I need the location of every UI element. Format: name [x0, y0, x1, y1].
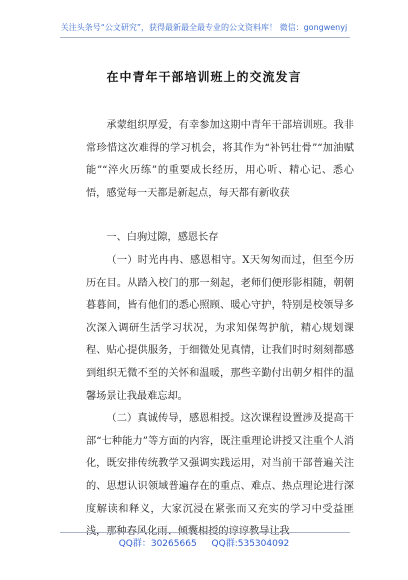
header-divider: [60, 37, 350, 38]
paragraph-1: （一）时光冉冉、感恩相守。X天匆匆而过，但至今历历在目。从踏入校门的那一刻起，老师们便形影相随，朝朝暮暮间，皆有他们的悉心照顾、暖心守护，特别是校领导多次深入调研生活学习状况，为求知保驾护航，精心规划课程、贴心提供服务，于细微处见真情，让我们时时刻刻都感到组织无微不至的关怀和温暖，那些辛勤付出朝夕相伴的温馨场景让我最难忘却。: [86, 254, 354, 402]
section-heading: 一、白驹过隙，感恩长存: [106, 232, 219, 244]
header-banner: 关注头条号“公文研究”，获得最新最全最专业的公文资料库！ 微信：gongwenyj: [60, 23, 348, 32]
footer-qq-group-1: QQ群：30265665: [118, 539, 197, 549]
document-body: [86, 115, 354, 544]
footer: [0, 536, 408, 549]
footer-qq-group-2: QQ群:535304092: [211, 539, 290, 549]
footer-divider: [60, 532, 350, 533]
document-title: 在中青年干部培训班上的交流发言: [106, 70, 302, 84]
paragraph-2: （二）真诚传导，感恩相授。这次课程设置涉及提高干部“七种能力”等方面的内容，既注重理论讲授又注重个人消化，既安排传统教学又强调实践运用，对当前干部普遍关注的、思想认识领域普遍存在的重点、难点、热点理论进行深度解读和释义，大家沉浸在紧张而又充实的学习中受益匪: [86, 413, 354, 515]
paragraph-intro: 承蒙组织厚爱，有幸参加这期中青年干部培训班。我非常珍惜这次难得的学习机会，将其作为“补钙壮骨”“加油赋能”“淬火历练”的重要成长经历，用心听、精心记、悉心悟，感觉每一天都是新起点，每天都有新收获: [86, 120, 354, 199]
